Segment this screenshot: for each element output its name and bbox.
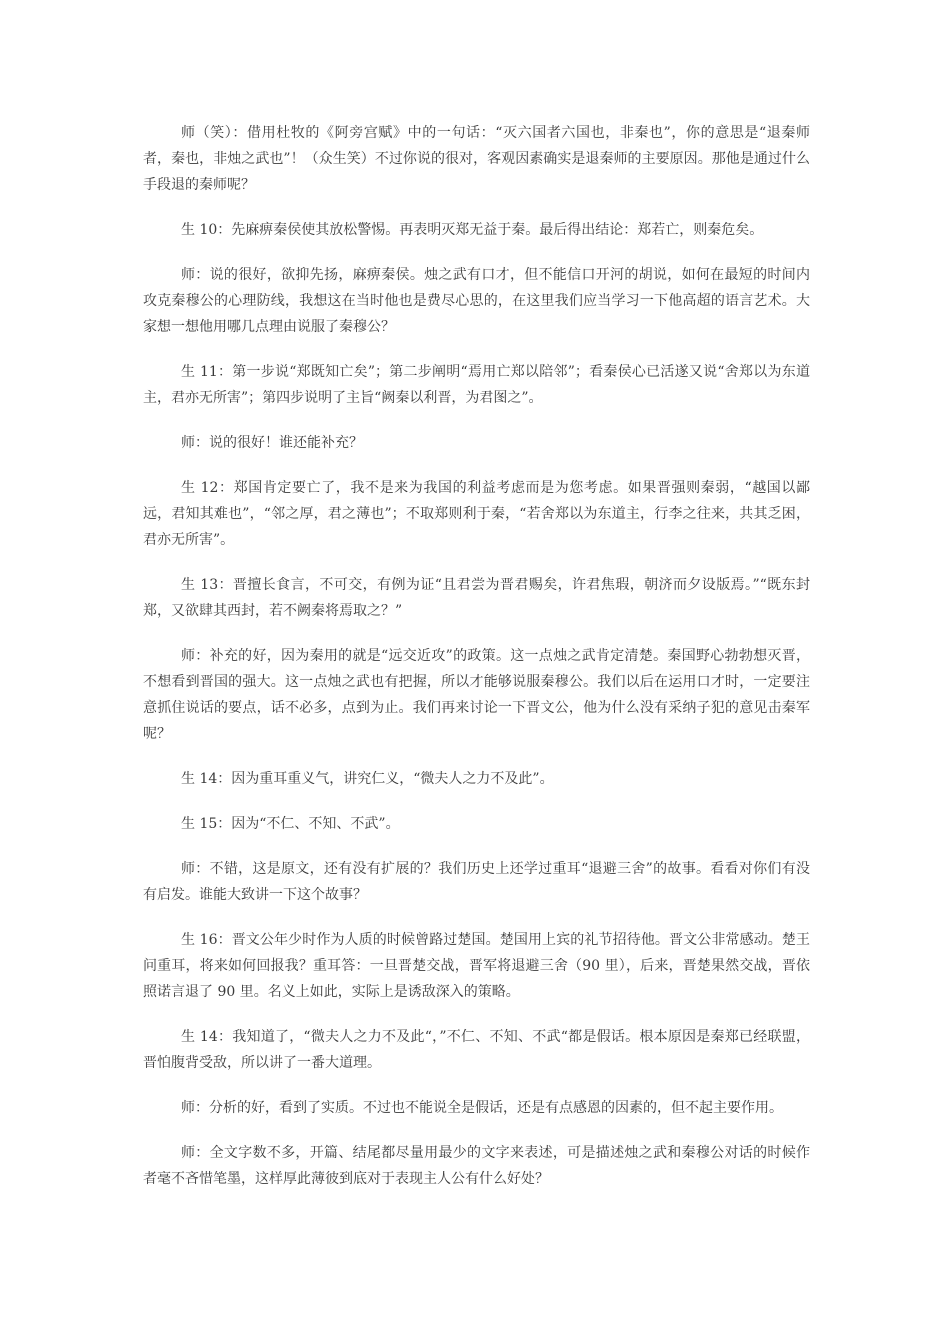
paragraph-student-10: 生 10：先麻痹秦侯使其放松警惕。再表明灭郑无益于秦。最后得出结论：郑若亡，则秦危矣。 [181,222,764,238]
paragraph-teacher-retreat-story: 师：不错，这是原文，还有没有扩展的？我们历史上还学过重耳“退避三舍”的故事。看看对你们有没有启发。谁能大致讲一下这个故事？ [143,861,810,903]
paragraph-student-15: 生 15：因为“不仁、不知、不武”。 [181,816,400,832]
paragraph-student-12: 生 12：郑国肯定要亡了，我不是来为我国的利益考虑而是为您考虑。如果晋强则秦弱，“越国以鄙远，君知其难也”，“邻之厚，君之薄也”；不取郑则利于秦，“若舍郑以为东道主，行李之往来，共其乏困，君亦无所害”。 [143,480,810,548]
paragraph-teacher-far-near-policy: 师：补充的好，因为秦用的就是“远交近攻”的政策。这一点烛之武肯定清楚。秦国野心勃勃想灭晋，不想看到晋国的强大。这一点烛之武也有把握，所以才能够说服秦穆公。我们以后在运用口才时，一定要注意抓住说话的要点，话不必多，点到为止。我们再来讨论一下晋文公，他为什么没有采纳子犯的意见击秦军呢？ [143,648,810,742]
document-body [143,120,810,1211]
paragraph-teacher-language-art: 师：说的很好，欲抑先扬，麻痹秦侯。烛之武有口才，但不能信口开河的胡说，如何在最短的时间内攻克秦穆公的心理防线，我想这在当时他也是费尽心思的，在这里我们应当学习一下他高超的语言艺术。大家想一想他用哪几点理由说服了秦穆公？ [143,267,810,335]
paragraph-teacher-final-question: 师：全文字数不多，开篇、结尾都尽量用最少的文字来表述，可是描述烛之武和秦穆公对话的时候作者毫不吝惜笔墨，这样厚此薄彼到底对于表现主人公有什么好处？ [143,1145,810,1187]
paragraph-teacher-quote-dumu: 师（笑）：借用杜牧的《阿旁宫赋》中的一句话：“灭六国者六国也，非秦也”，你的意思是“退秦师者，秦也，非烛之武也”！（众生笑）不过你说的很对，客观因素确实是退秦师的主要原因。那他是通过什么手段退的秦师呢？ [143,125,810,193]
paragraph-student-13: 生 13：晋擅长食言，不可交，有例为证“且君尝为晋君赐矣，许君焦瑕，朝济而夕设版焉。”“既东封郑，又欲肆其西封，若不阙秦将焉取之？” [143,577,810,619]
paragraph-student-14-second: 生 14：我知道了，“微夫人之力不及此“，”不仁、不知、不武“都是假话。根本原因是秦郑已经联盟，晋怕腹背受敌，所以讲了一番大道理。 [143,1029,810,1071]
paragraph-teacher-analysis: 师：分析的好，看到了实质。不过也不能说全是假话，还是有点感恩的因素的，但不起主要作用。 [181,1100,783,1116]
paragraph-student-16: 生 16：晋文公年少时作为人质的时候曾路过楚国。楚国用上宾的礼节招待他。晋文公非常感动。楚王问重耳，将来如何回报我？重耳答：一旦晋楚交战，晋军将退避三舍（90 里），后来，晋楚果然交战，晋依照诺言退了 90 里。名义上如此，实际上是诱敌深入的策略。 [143,932,810,1000]
paragraph-student-14: 生 14：因为重耳重义气，讲究仁义，“微夫人之力不及此”。 [181,771,554,787]
paragraph-teacher-ask-supplement: 师：说的很好！谁还能补充？ [181,435,363,451]
paragraph-student-11: 生 11：第一步说“郑既知亡矣”；第二步阐明“焉用亡郑以陪邻”；看秦侯心已活遂又说“舍郑以为东道主，君亦无所害”；第四步说明了主旨“阙秦以利晋，为君图之”。 [143,364,810,406]
